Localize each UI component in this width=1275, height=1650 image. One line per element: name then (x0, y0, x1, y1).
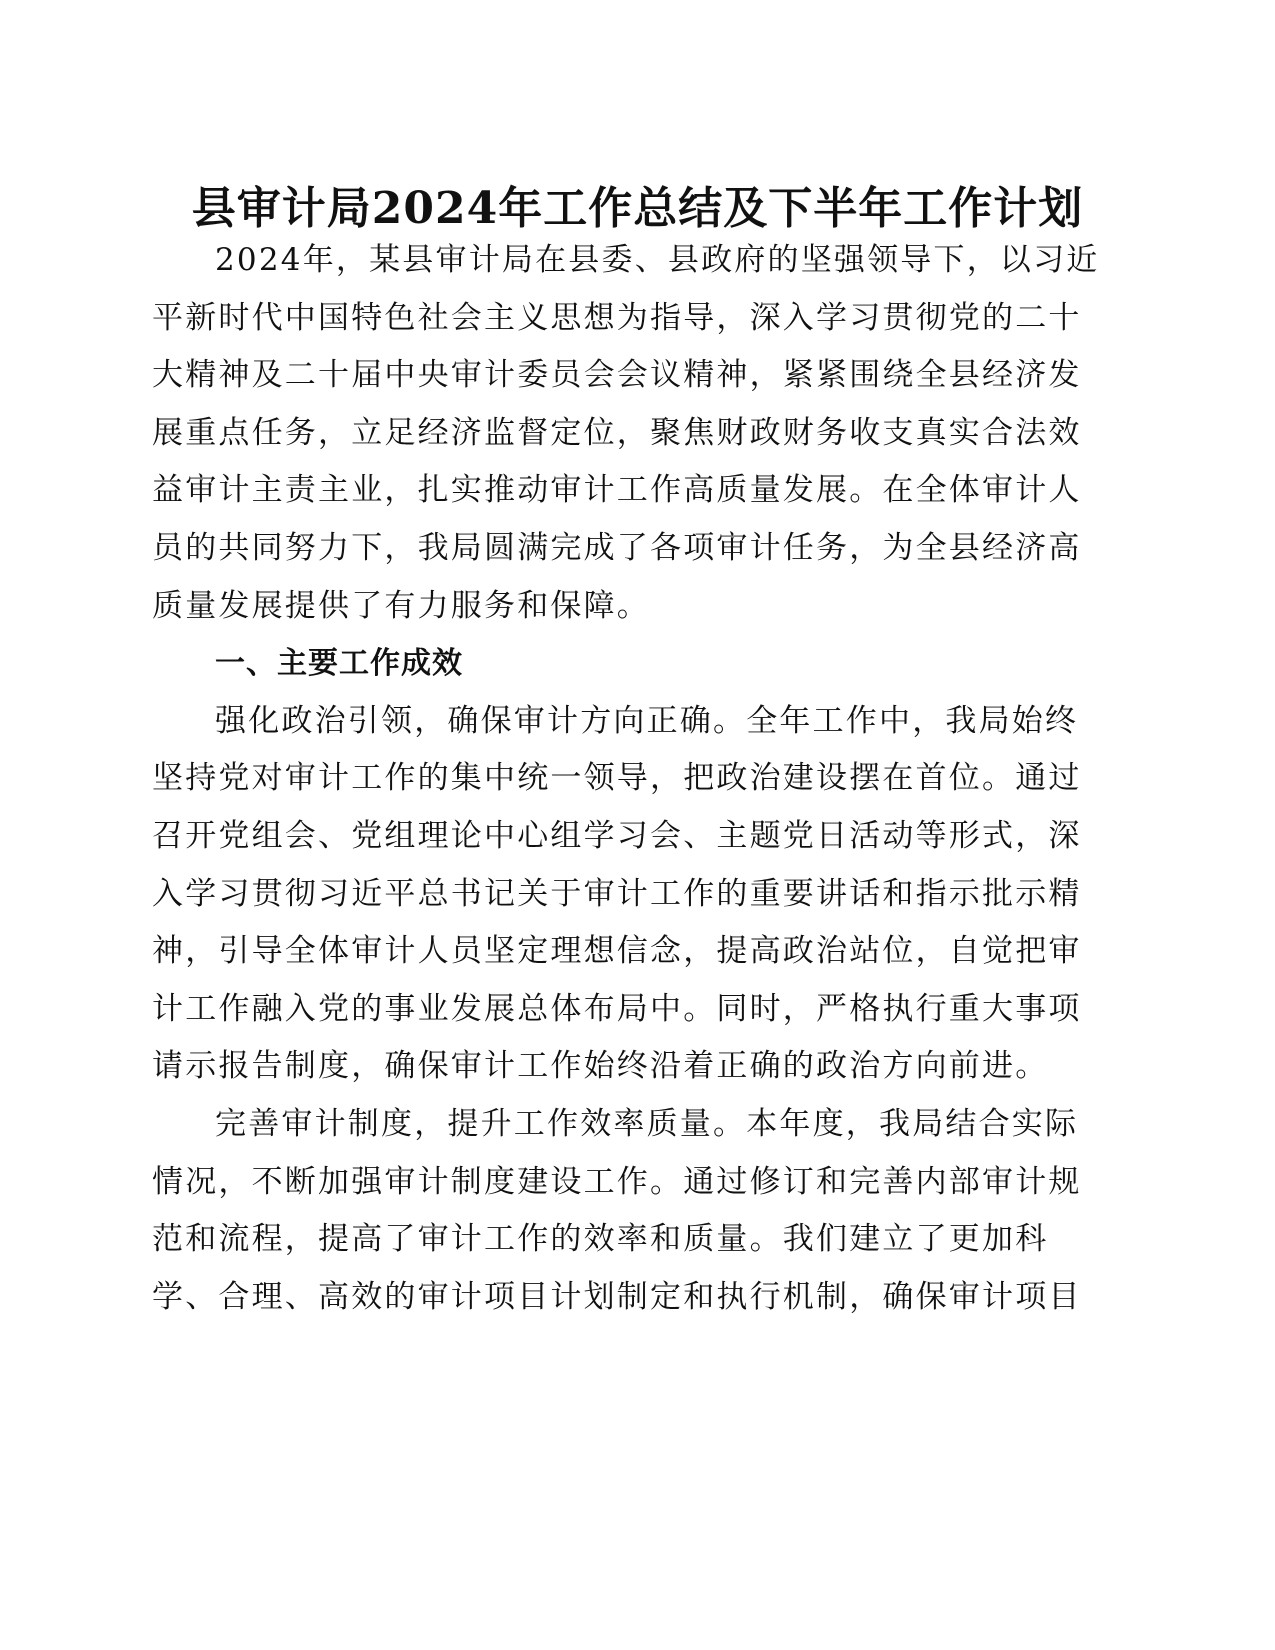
paragraph-line: 大精神及二十届中央审计委员会会议精神，紧紧围绕全县经济发 (152, 357, 1082, 394)
section-heading: 一、主要工作成效 (215, 646, 463, 682)
paragraph-line: 学、合理、高效的审计项目计划制定和执行机制，确保审计项目 (152, 1278, 1082, 1315)
paragraph-line: 完善审计制度，提升工作效率质量。本年度，我局结合实际 (215, 1105, 1079, 1142)
paragraph-line: 情况，不断加强审计制度建设工作。通过修订和完善内部审计规 (152, 1163, 1082, 1200)
paragraph-line: 召开党组会、党组理论中心组学习会、主题党日活动等形式，深 (152, 817, 1082, 854)
paragraph-line: 范和流程，提高了审计工作的效率和质量。我们建立了更加科 (152, 1221, 1049, 1258)
paragraph-line: 展重点任务，立足经济监督定位，聚焦财政财务收支真实合法效 (152, 414, 1082, 451)
paragraph-line: 强化政治引领，确保审计方向正确。全年工作中，我局始终 (215, 702, 1079, 739)
paragraph-line: 平新时代中国特色社会主义思想为指导，深入学习贯彻党的二十 (152, 299, 1082, 336)
paragraph-line: 神，引导全体审计人员坚定理想信念，提高政治站位，自觉把审 (152, 933, 1082, 970)
paragraph-line: 计工作融入党的事业发展总体布局中。同时，严格执行重大事项 (152, 990, 1082, 1027)
paragraph-line: 坚持党对审计工作的集中统一领导，把政治建设摆在首位。通过 (152, 760, 1082, 797)
paragraph-line: 益审计主责主业，扎实推动审计工作高质量发展。在全体审计人 (152, 472, 1082, 509)
paragraph-line: 员的共同努力下，我局圆满完成了各项审计任务，为全县经济高 (152, 529, 1082, 566)
document-body (152, 232, 1100, 1326)
paragraph-line: 2024年，某县审计局在县委、县政府的坚强领导下，以习近 (215, 242, 1100, 278)
paragraph-line: 入学习贯彻习近平总书记关于审计工作的重要讲话和指示批示精 (152, 875, 1082, 912)
document-title: 县审计局2024年工作总结及下半年工作计划 (191, 183, 1084, 234)
paragraph-line: 质量发展提供了有力服务和保障。 (152, 587, 650, 624)
paragraph-line: 请示报告制度，确保审计工作始终沿着正确的政治方向前进。 (152, 1048, 1049, 1085)
